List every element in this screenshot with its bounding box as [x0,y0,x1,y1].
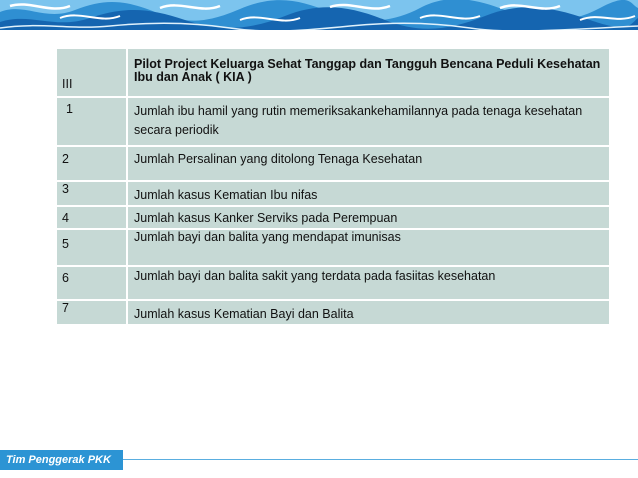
table-row [57,146,609,181]
row-number: 2 [57,146,127,181]
row-number: 1 [57,97,127,146]
table-row [57,229,609,266]
row-text: Jumlah bayi dan balita yang mendapat imunisas [127,229,609,266]
header-title: Pilot Project Keluarga Sehat Tanggap dan Tangguh Bencana Peduli Kesehatan Ibu dan Anak ( KIA ) [127,49,609,97]
row-text: Jumlah ibu hamil yang rutin memeriksakankehamilannya pada tenaga kesehatan secara periodik [127,97,609,146]
row-text: Jumlah kasus Kanker Serviks pada Perempuan [127,206,609,229]
row-number: 7 [57,300,127,325]
table-row [57,181,609,206]
wave-banner [0,0,638,30]
row-text: Jumlah bayi dan balita sakit yang terdata pada fasiitas kesehatan [127,266,609,300]
wave-pattern-icon [0,0,638,30]
kia-indicator-table [57,49,609,326]
row-number: 5 [57,229,127,266]
row-text: Jumlah kasus Kematian Bayi dan Balita [127,300,609,325]
footer-divider [123,459,638,460]
row-text: Jumlah kasus Kematian Ibu nifas [127,181,609,206]
table-row [57,97,609,146]
table-row [57,206,609,229]
footer-org-label: Tim Penggerak PKK [0,450,123,470]
row-text: Jumlah Persalinan yang ditolong Tenaga Kesehatan [127,146,609,181]
row-number: 3 [57,181,127,206]
table-row [57,266,609,300]
table-header-row [57,49,609,97]
header-number: III [57,49,127,97]
row-number: 6 [57,266,127,300]
row-number: 4 [57,206,127,229]
table-row [57,300,609,325]
